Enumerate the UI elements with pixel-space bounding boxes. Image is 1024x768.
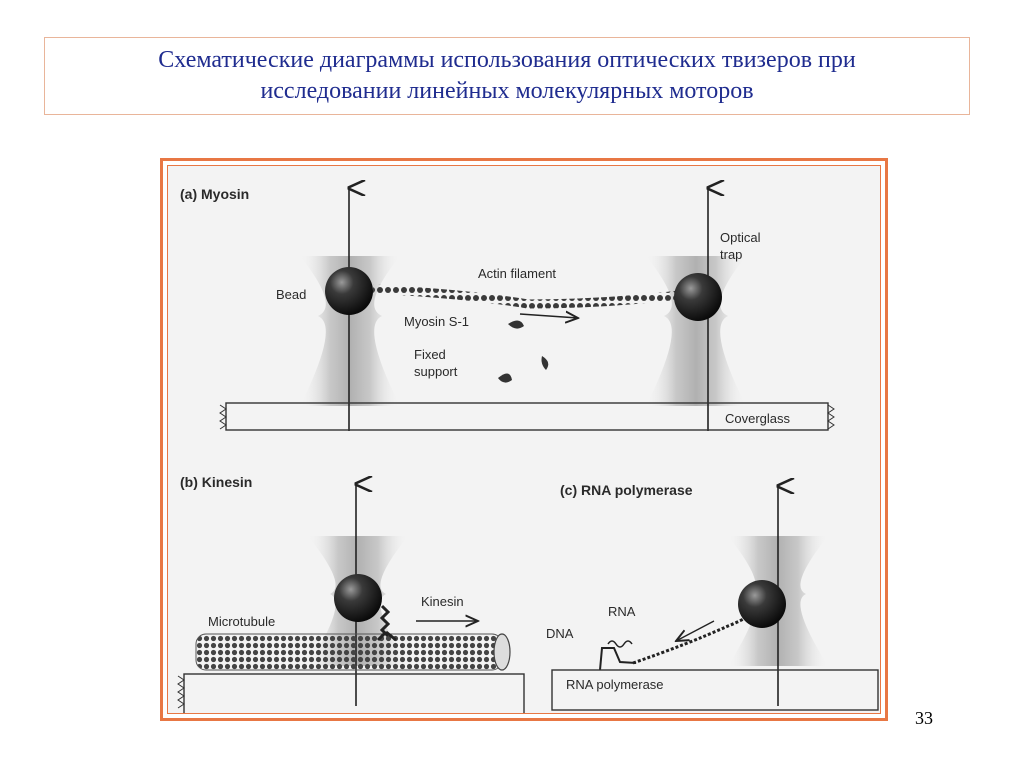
kinesin-label: Kinesin xyxy=(421,594,464,609)
slide-title-box xyxy=(44,37,970,115)
myosin-head xyxy=(508,320,524,328)
fixed-support-label-1: Fixed xyxy=(414,347,446,362)
panel-b-heading: (b) Kinesin xyxy=(180,474,253,490)
bead-left xyxy=(325,267,373,315)
panel-a xyxy=(180,186,834,431)
myosin-label: Myosin S-1 xyxy=(404,314,470,329)
coverglass-b-edge xyxy=(178,676,184,708)
actin-filament xyxy=(373,289,688,304)
actin-filament-label: Actin filament xyxy=(478,266,557,281)
rna-strand xyxy=(608,641,632,647)
dna-label: DNA xyxy=(546,626,574,641)
coverglass-edge-right xyxy=(828,405,834,429)
fixed-support-label-2: support xyxy=(414,364,458,379)
myosin-direction-arrow xyxy=(520,314,578,318)
myosin-head-2 xyxy=(542,356,549,370)
bead-b xyxy=(334,574,382,622)
figure-frame xyxy=(160,158,888,721)
optical-trap-label-1: Optical xyxy=(720,230,761,245)
page-number: 33 xyxy=(915,708,933,728)
optical-tweezers-figure xyxy=(167,165,881,714)
coverglass-edge-left xyxy=(220,405,226,429)
microtubule-label: Microtubule xyxy=(208,614,276,629)
panel-b xyxy=(178,474,524,714)
slide-title xyxy=(158,45,855,107)
panel-a-heading: (a) Myosin xyxy=(180,186,250,202)
dna-strand xyxy=(600,648,636,670)
coverglass-b xyxy=(184,674,524,714)
microtubule xyxy=(196,634,502,670)
figure-svg xyxy=(168,166,881,714)
coverglass-label: Coverglass xyxy=(725,411,791,426)
slide-title-line-2: исследовании линейных молекулярных моторов xyxy=(260,78,754,104)
panel-c-heading: (c) RNA polymerase xyxy=(560,482,693,498)
bead-c xyxy=(738,580,786,628)
polymerase-direction-arrow xyxy=(676,621,714,641)
optical-trap-label-2: trap xyxy=(720,247,743,262)
bead-label: Bead xyxy=(276,287,307,302)
bead-right xyxy=(674,273,722,321)
panel-c xyxy=(546,482,878,710)
rna-polymerase-label: RNA polymerase xyxy=(566,677,664,692)
fixed-support xyxy=(498,373,512,382)
microtubule-end xyxy=(494,634,510,670)
slide-title-line-1: Схематические диаграммы использования оптических твизеров при xyxy=(158,47,856,73)
rna-label: RNA xyxy=(608,604,636,619)
